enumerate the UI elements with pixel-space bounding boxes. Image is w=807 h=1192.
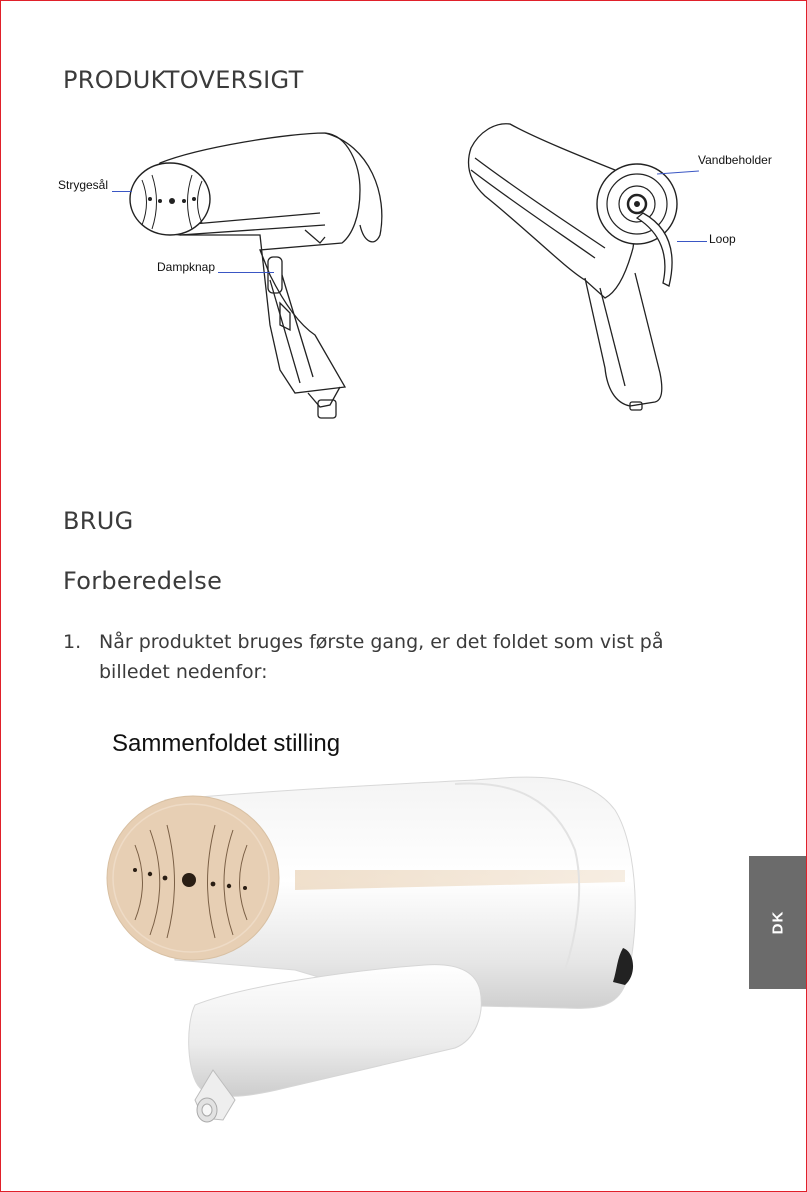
usage-title: BRUG bbox=[63, 507, 134, 535]
step-number: 1. bbox=[63, 631, 82, 653]
folded-steamer-photo bbox=[95, 770, 655, 1180]
steamer-rear-drawing bbox=[465, 118, 695, 418]
steamer-side-drawing bbox=[120, 125, 390, 430]
label-steam-button: Dampknap bbox=[157, 260, 216, 274]
leader-steam-button bbox=[218, 272, 274, 273]
label-soleplate: Strygesål bbox=[58, 178, 109, 192]
leader-soleplate bbox=[112, 191, 132, 192]
usage-subtitle: Forberedelse bbox=[63, 567, 223, 595]
label-loop: Loop bbox=[709, 232, 736, 246]
label-water-tank: Vandbeholder bbox=[698, 153, 772, 167]
leader-loop bbox=[677, 241, 707, 242]
step-text: Når produktet bruges første gang, er det foldet som vist på billedet nedenfor: bbox=[99, 631, 664, 683]
language-tab-label: DK bbox=[768, 910, 786, 935]
overview-title: PRODUKTOVERSIGT bbox=[63, 66, 304, 94]
language-tab bbox=[749, 856, 806, 989]
photo-caption: Sammenfoldet stilling bbox=[112, 730, 341, 757]
